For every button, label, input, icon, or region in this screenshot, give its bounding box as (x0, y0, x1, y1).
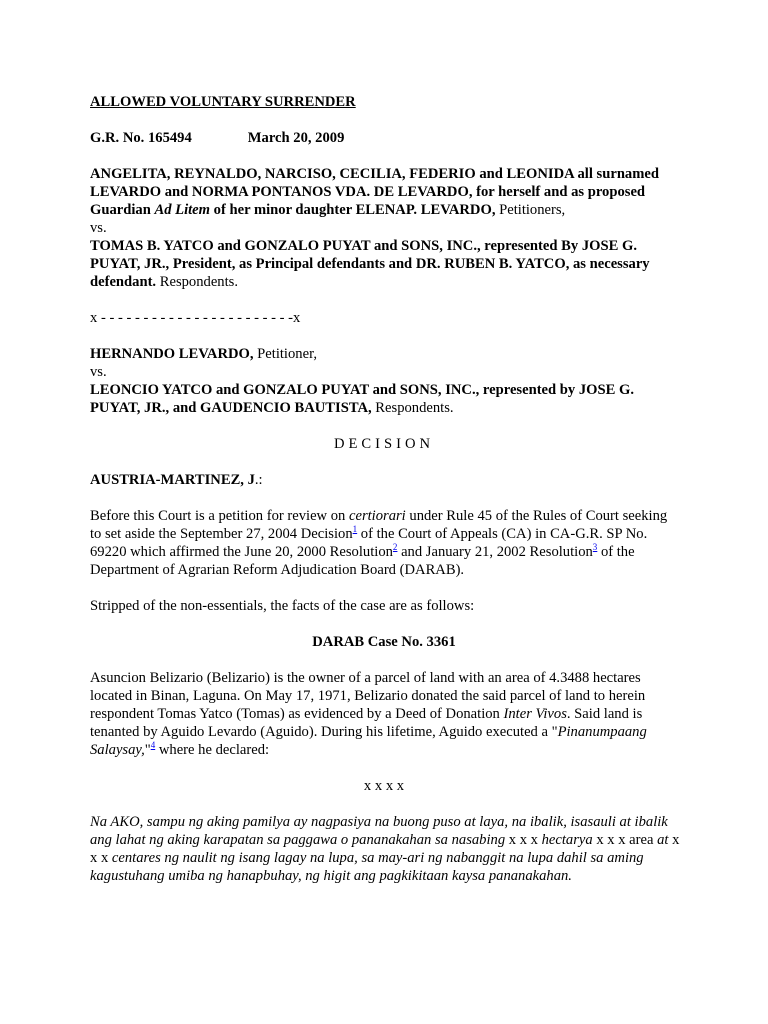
ellipsis-marker: x x x x (363, 778, 405, 794)
para3-text-2: . Said land is tenanted by Aguido Levardo (Aguido). During his lifetime, Aguido executed a " (90, 706, 643, 740)
case2-respondents-names: LEONCIO YATCO and GONZALO PUYAT and SONS, INC., represented by JOSE G. PUYAT, JR., and GAUDENCIO BAUTISTA, (90, 382, 634, 416)
quote-text-6: x x x (90, 832, 680, 866)
quote-text-7: centares ng naulit ng isang lagay na lupa, sa may-ari ng nabanggit na lupa dahil sa aming kagustuhang umiba ng hanapbuhay, ng higit ang pagkikitaan kaysa pananakahan. (90, 850, 644, 884)
footnote-link-4[interactable]: 4 (150, 740, 156, 751)
case2-vs: vs. (90, 364, 107, 380)
paragraph-facts-intro: Stripped of the non-essentials, the facts of the case are as follows: (90, 598, 475, 614)
case1-petitioners-names: ANGELITA, REYNALDO, NARCISO, CECILIA, FEDERIO and LEONIDA all surnamed LEVARDO and NORMA PONTANOS VDA. DE LEVARDO, for herself and as proposed Guardian (90, 166, 659, 218)
case2-petitioner-name: HERNANDO LEVARDO, (90, 346, 254, 362)
para1-text-1: Before this Court is a petition for review on (90, 508, 349, 524)
footnote-link-2[interactable]: 2 (392, 542, 398, 553)
paragraph-facts (90, 669, 680, 759)
para3-text-1: Asuncion Belizario (Belizario) is the owner of a parcel of land with an area of 4.3488 hectares located in Binan, Laguna. On May 17, 1971, Belizario donated the said parcel of land to herein respondent Tomas Yatco (Tomas) as evidenced by a Deed of Donation (90, 670, 646, 722)
para3-text-3: " (144, 742, 151, 758)
case1-respondents (90, 237, 685, 291)
case1-vs: vs. (90, 220, 107, 236)
case1-petitioners (90, 165, 685, 219)
quote-text-4: x x x area (592, 832, 658, 848)
case2-respondents (90, 381, 670, 417)
case1-respondents-role: Respondents. (156, 274, 238, 290)
ponente-suffix: .: (254, 472, 263, 488)
decision-date: March 20, 2009 (247, 130, 345, 146)
case2-petitioner (90, 345, 690, 363)
footnote-link-3[interactable]: 3 (592, 542, 598, 553)
pinanumpaang-salaysay-text: Pinanumpaang Salaysay, (90, 724, 647, 758)
ponente-name: AUSTRIA-MARTINEZ, J (90, 472, 255, 488)
case1-petitioners-names-2: of her minor daughter ELENAP. LEVARDO, (210, 202, 496, 218)
certiorari-text: certiorari (348, 508, 406, 524)
paragraph-petition (90, 507, 682, 579)
subheading-darab-case: DARAB Case No. 3361 (312, 634, 456, 650)
case2-petitioner-role: Petitioner, (253, 346, 317, 362)
quote-text-1: Na AKO, sampu ng aking pamilya ay nagpasiya na buong puso at laya, na ibalik, isasauli at ibalik ang lahat ng aking karapatan sa paggawa o pananakahan sa nasabing (90, 814, 668, 848)
para1-text-2: under Rule 45 of the Rules of Court seeking to set aside the September 27, 2004 Decision (90, 508, 668, 542)
quote-text-5: at (657, 832, 669, 848)
gr-number: G.R. No. 165494 (90, 130, 192, 146)
ponente-line (90, 471, 690, 489)
para3-text-4: where he declared: (155, 742, 270, 758)
quoted-affidavit (90, 813, 680, 885)
case1-respondents-names: TOMAS B. YATCO and GONZALO PUYAT and SONS, INC., represented By JOSE G. PUYAT, JR., President, as Principal defendants and DR. RUBEN B. YATCO, as necessary defendant. (90, 238, 650, 290)
caption-separator: x - - - - - - - - - - - - - - - - - - - - - - -x (90, 310, 301, 326)
decision-title: DECISION (333, 436, 435, 452)
case-number-line (90, 129, 690, 147)
para1-text-5: of the Department of Agrarian Reform Adjudication Board (DARAB). (90, 544, 635, 578)
case1-petitioners-role: Petitioners, (495, 202, 566, 218)
para1-text-4: and January 21, 2002 Resolution (397, 544, 593, 560)
quote-text-3: hectarya (541, 832, 593, 848)
ad-litem-text: Ad Litem (154, 202, 211, 218)
para1-text-3: of the Court of Appeals (CA) in CA-G.R. SP No. 69220 which affirmed the June 20, 2000 Resolution (90, 526, 648, 560)
document-heading: ALLOWED VOLUNTARY SURRENDER (90, 94, 356, 110)
inter-vivos-text: Inter Vivos (503, 706, 567, 722)
quote-text-2: x x x (505, 832, 542, 848)
footnote-link-1[interactable]: 1 (352, 524, 358, 535)
case2-respondents-role: Respondents. (371, 400, 454, 416)
